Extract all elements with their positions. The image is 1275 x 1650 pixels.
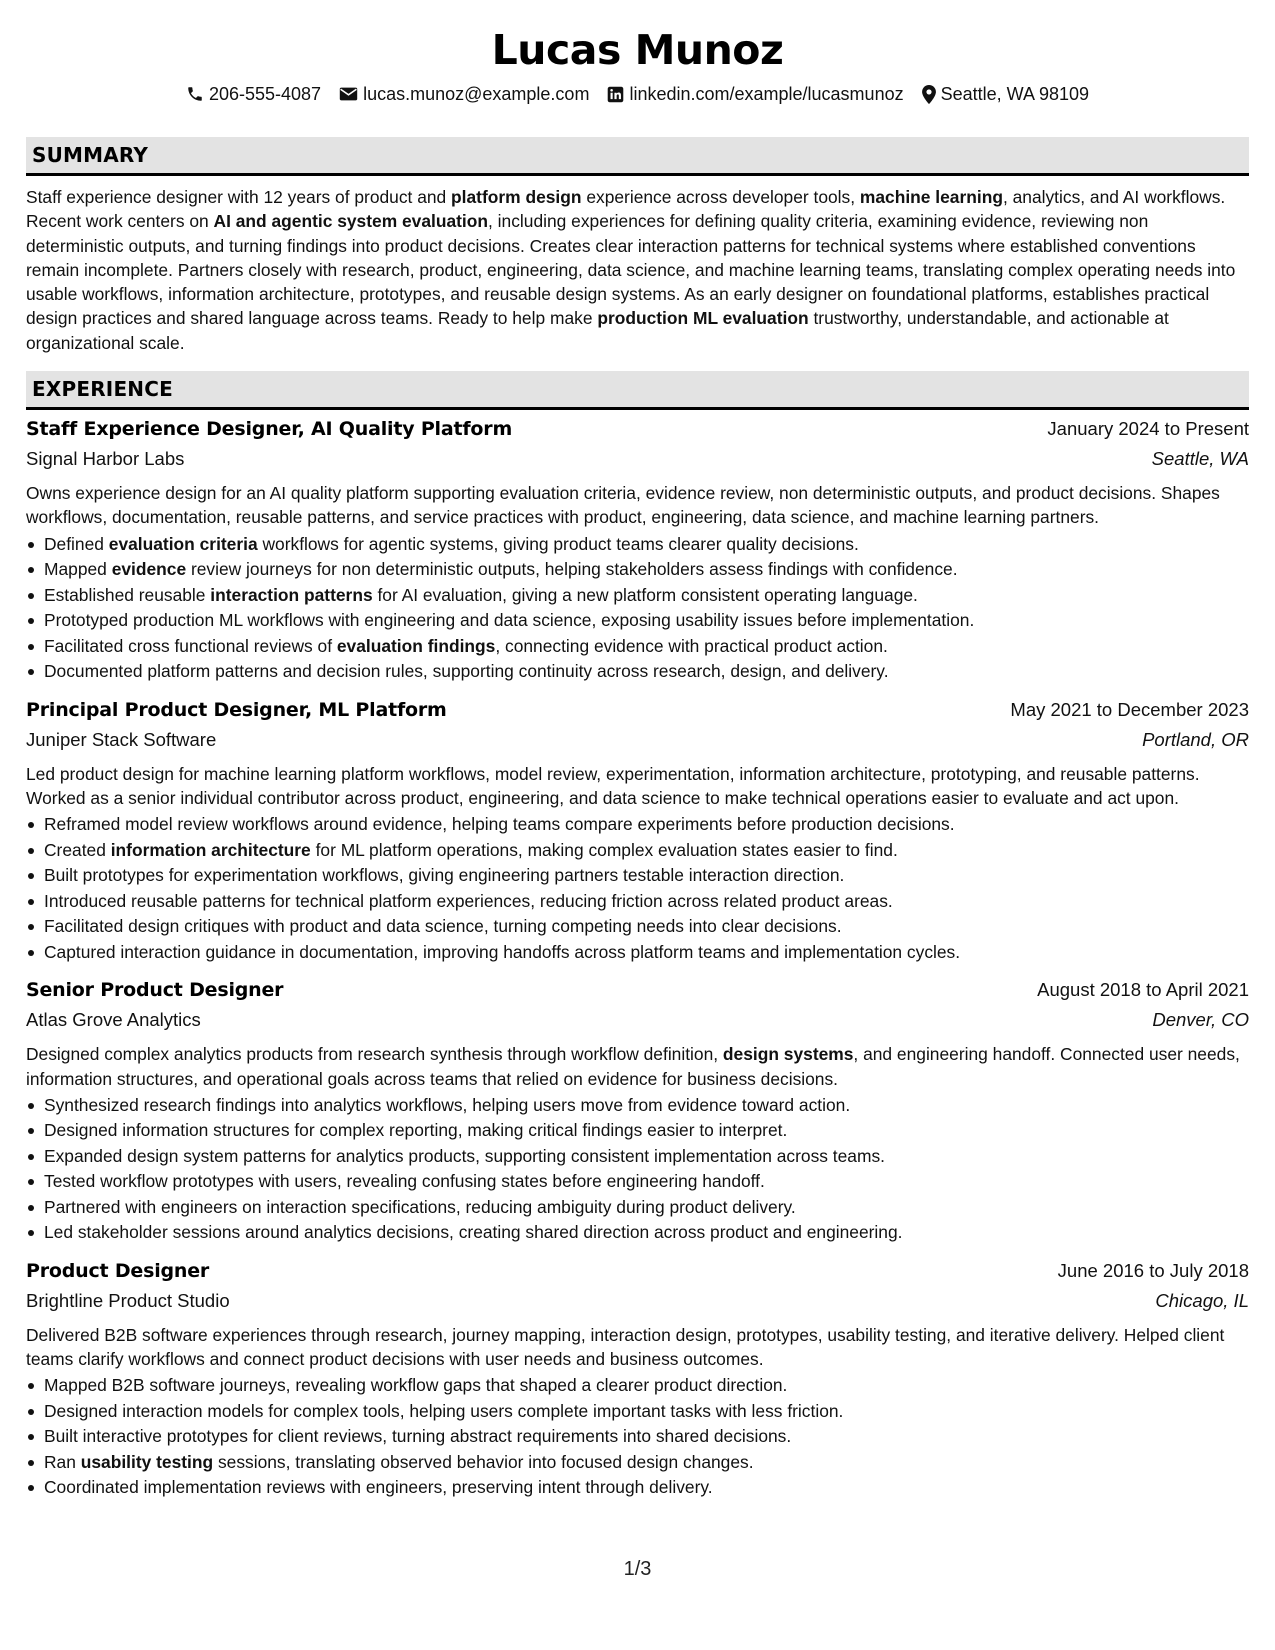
text-run: Designed information structures for complex reporting, making critical findings easier to interpret. — [44, 1120, 788, 1141]
bullet-item — [26, 838, 1249, 864]
bullet-item — [26, 659, 1249, 685]
job-title: Product Designer — [26, 1259, 210, 1282]
text-run: Built interactive prototypes for client reviews, turning abstract requirements into shared decisions. — [44, 1426, 792, 1447]
text-run: Mapped — [44, 559, 112, 580]
map-pin-icon — [922, 85, 936, 104]
text-run: , analytics, and AI workflows. Recent work centers on — [26, 187, 1226, 232]
text-run: Owns experience design for an AI quality platform supporting evaluation criteria, evidence review, non deterministic outputs, and product decisions. Shapes workflows, documentation, reusable patterns, and service practices with product, engineering, data science, and machine learning partners. — [26, 483, 1220, 528]
job-description — [26, 762, 1249, 811]
text-run: Reframed model review workflows around evidence, helping teams compare experiments before production decisions. — [44, 814, 955, 835]
job-description — [26, 1323, 1249, 1372]
text-run: Built prototypes for experimentation workflows, giving engineering partners testable interaction direction. — [44, 865, 845, 886]
job-location: Chicago, IL — [1155, 1289, 1249, 1311]
phone-icon — [186, 85, 204, 103]
bullet-item — [26, 1093, 1249, 1119]
text-run: Led stakeholder sessions around analytics decisions, creating shared direction across product and engineering. — [44, 1222, 903, 1243]
text-run: Designed complex analytics products from research synthesis through workflow definition, — [26, 1044, 723, 1065]
text-run: Facilitated cross functional reviews of — [44, 635, 337, 656]
job-dates: January 2024 to Present — [1047, 418, 1249, 440]
text-run: Ran — [44, 1451, 81, 1472]
contact-bar — [26, 82, 1249, 106]
bullet-item — [26, 1373, 1249, 1399]
bullet-item — [26, 940, 1249, 966]
contact-email[interactable] — [339, 82, 589, 106]
job-location: Seattle, WA — [1151, 448, 1249, 470]
job-subheader — [26, 1009, 1249, 1039]
emphasis-text: machine learning — [859, 187, 1003, 207]
bullet-item — [26, 608, 1249, 634]
bullet-item — [26, 1475, 1249, 1501]
bullet-item — [26, 1169, 1249, 1195]
bullet-item — [26, 863, 1249, 889]
text-run: Defined — [44, 533, 109, 554]
job-title: Principal Product Designer, ML Platform — [26, 698, 447, 721]
bullet-item — [26, 812, 1249, 838]
text-run: review journeys for non deterministic outputs, helping stakeholders assess findings with confidence. — [186, 559, 958, 580]
job-dates: May 2021 to December 2023 — [1010, 698, 1249, 720]
text-run: Mapped B2B software journeys, revealing workflow gaps that shaped a clearer product direction. — [44, 1375, 788, 1396]
text-run: , and engineering handoff. Connected user needs, information structures, and operational goals across teams that relied on evidence for business decisions. — [26, 1044, 1240, 1089]
company-name: Signal Harbor Labs — [26, 448, 185, 470]
experience-list — [26, 418, 1249, 1501]
bullet-item — [26, 1450, 1249, 1476]
text-run: workflows for agentic systems, giving product teams clearer quality decisions. — [257, 533, 859, 554]
text-run: Staff experience designer with 12 years of product and — [26, 187, 452, 207]
contact-location — [922, 82, 1089, 106]
text-run: , including experiences for defining quality criteria, examining evidence, reviewing non deterministic outputs, and turning findings into product decisions. Creates clear interaction patterns for technical systems where established conventions remain incomplete. Partners closely with research, product, engineering, data science, and machine learning teams, translating complex operating needs into usable workflows, information architecture, prototypes, and reusable design systems. As an early designer on foundational platforms, establishes practical design practices and shared language across teams. Ready to help make — [26, 211, 1236, 329]
text-run: experience across developer tools, — [581, 187, 860, 207]
job-dates: August 2018 to April 2021 — [1037, 979, 1249, 1001]
envelope-icon — [339, 86, 358, 102]
candidate-name: Lucas Munoz — [491, 26, 784, 74]
job-entry — [26, 1260, 1249, 1501]
job-title: Staff Experience Designer, AI Quality Platform — [26, 418, 513, 441]
text-run: Partnered with engineers on interaction specifications, reducing ambiguity during product delivery. — [44, 1196, 796, 1217]
bullet-item — [26, 557, 1249, 583]
bullet-item — [26, 1118, 1249, 1144]
job-bullets — [26, 1093, 1249, 1246]
text-run: Established reusable — [44, 584, 211, 605]
contact-phone — [186, 82, 321, 106]
job-header — [26, 418, 1249, 448]
experience-heading: EXPERIENCE — [26, 371, 1249, 410]
text-run: Led product design for machine learning platform workflows, model review, experimentation, information architecture, prototyping, and reusable patterns. Worked as a senior individual contributor across product, engineering, and data science to make technical operations easier to evaluate and act upon. — [26, 763, 1200, 808]
bullet-item — [26, 1144, 1249, 1170]
linkedin-text[interactable]: linkedin.com/example/lucasmunoz — [629, 84, 904, 104]
job-header — [26, 1260, 1249, 1290]
text-run: Facilitated design critiques with product and data science, turning competing needs into clear decisions. — [44, 916, 842, 937]
summary-heading: SUMMARY — [26, 137, 1249, 176]
job-entry — [26, 418, 1249, 685]
job-description — [26, 1042, 1249, 1091]
summary-text — [26, 185, 1249, 355]
bullet-item — [26, 532, 1249, 558]
contact-linkedin[interactable] — [607, 82, 903, 106]
text-run: Documented platform patterns and decision rules, supporting continuity across research, design, and delivery. — [44, 661, 889, 682]
text-run: Tested workflow prototypes with users, revealing confusing states before engineering handoff. — [44, 1171, 765, 1192]
page-number: 1/3 — [623, 1558, 652, 1580]
text-run: Created — [44, 839, 111, 860]
text-run: Expanded design system patterns for analytics products, supporting consistent implementation across teams. — [44, 1145, 885, 1166]
job-entry — [26, 979, 1249, 1246]
bullet-item — [26, 583, 1249, 609]
bullet-item — [26, 1424, 1249, 1450]
location-text: Seattle, WA 98109 — [940, 84, 1090, 104]
text-run: , connecting evidence with practical product action. — [495, 635, 888, 656]
text-run: sessions, translating observed behavior into focused design changes. — [213, 1451, 754, 1472]
emphasis-text: usability testing — [80, 1451, 214, 1472]
emphasis-text: evaluation criteria — [108, 533, 258, 554]
job-subheader — [26, 1290, 1249, 1320]
text-run: Captured interaction guidance in documentation, improving handoffs across platform teams and implementation cycles. — [44, 941, 961, 962]
text-run: for ML platform operations, making complex evaluation states easier to find. — [310, 839, 898, 860]
emphasis-text: production ML evaluation — [597, 308, 809, 329]
job-subheader — [26, 729, 1249, 759]
job-entry — [26, 699, 1249, 966]
bullet-item — [26, 1220, 1249, 1246]
emphasis-text: platform design — [451, 187, 582, 207]
emphasis-text: AI and agentic system evaluation — [213, 211, 489, 232]
bullet-item — [26, 1195, 1249, 1221]
job-title: Senior Product Designer — [26, 979, 284, 1002]
job-subheader — [26, 448, 1249, 478]
job-description — [26, 481, 1249, 530]
linkedin-icon — [607, 86, 624, 103]
job-location: Portland, OR — [1142, 728, 1249, 750]
text-run: Delivered B2B software experiences through research, journey mapping, interaction design, prototypes, usability testing, and iterative delivery. Helped client teams clarify workflows and connect product decisions with user needs and business outcomes. — [26, 1324, 1225, 1370]
job-dates: June 2016 to July 2018 — [1057, 1259, 1249, 1281]
text-run: Designed interaction models for complex tools, helping users complete important tasks with less friction. — [44, 1400, 844, 1421]
job-location: Denver, CO — [1152, 1009, 1249, 1031]
company-name: Brightline Product Studio — [26, 1289, 230, 1311]
bullet-item — [26, 1399, 1249, 1425]
emphasis-text: evaluation findings — [336, 635, 496, 656]
text-run: Introduced reusable patterns for technical platform experiences, reducing friction across related product areas. — [44, 890, 893, 911]
job-header — [26, 979, 1249, 1009]
company-name: Juniper Stack Software — [26, 728, 217, 750]
phone-text: 206-555-4087 — [208, 84, 322, 104]
bullet-item — [26, 634, 1249, 660]
text-run: Prototyped production ML workflows with engineering and data science, exposing usability issues before implementation. — [44, 610, 975, 631]
job-bullets — [26, 1373, 1249, 1501]
email-text[interactable]: lucas.munoz@example.com — [363, 84, 590, 104]
job-bullets — [26, 532, 1249, 685]
text-run: Coordinated implementation reviews with engineers, preserving intent through delivery. — [44, 1477, 713, 1498]
job-header — [26, 699, 1249, 729]
text-run: for AI evaluation, giving a new platform consistent operating language. — [372, 584, 918, 605]
job-bullets — [26, 812, 1249, 965]
text-run: Synthesized research findings into analytics workflows, helping users move from evidence toward action. — [44, 1094, 851, 1115]
text-run: trustworthy, understandable, and actionable at organizational scale. — [26, 308, 1169, 353]
bullet-item — [26, 889, 1249, 915]
bullet-item — [26, 914, 1249, 940]
emphasis-text: interaction patterns — [210, 584, 373, 605]
company-name: Atlas Grove Analytics — [26, 1009, 201, 1031]
emphasis-text: evidence — [111, 559, 187, 580]
emphasis-text: design systems — [722, 1044, 854, 1065]
emphasis-text: information architecture — [110, 839, 311, 860]
